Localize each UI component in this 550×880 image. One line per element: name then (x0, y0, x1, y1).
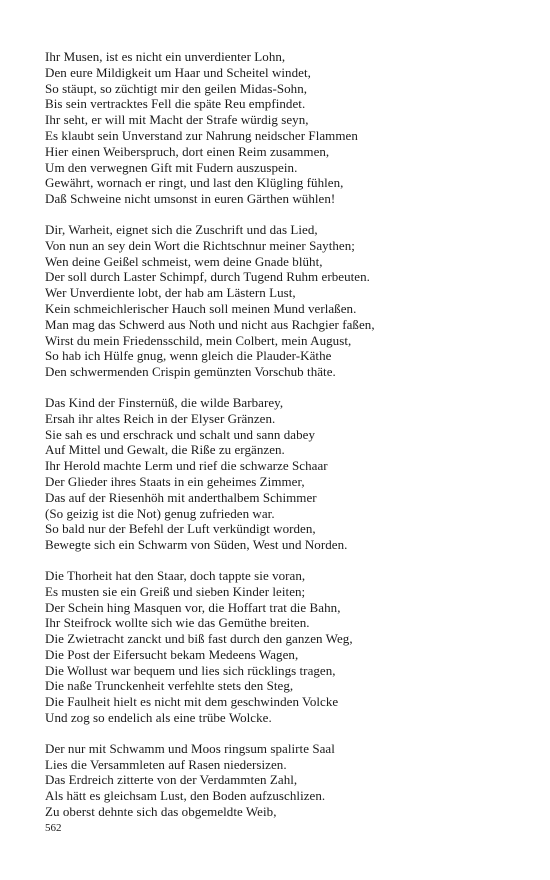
verse-line: Ihr seht, er will mit Macht der Strafe würdig seyn, (45, 112, 309, 128)
verse-line: Der soll durch Laster Schimpf, durch Tugend Ruhm erbeuten. (45, 269, 370, 285)
verse-line: Ersah ihr altes Reich in der Elyser Gränzen. (45, 410, 276, 426)
verse-line: So stäupt, so züchtigt mir den geilen Midas-Sohn, (45, 80, 308, 96)
verse-line: Bewegte sich ein Schwarm von Süden, West und Norden. (45, 537, 348, 553)
verse-line: Zu oberst dehnte sich das obgemeldte Weib, (45, 804, 277, 820)
verse-line: Die Thorheit hat den Staar, doch tappte sie voran, (45, 567, 306, 583)
verse-line: So hab ich Hülfe gnug, wenn gleich die Plauder-Käthe (45, 348, 332, 364)
verse-line: Das Kind der Finsternüß, die wilde Barbarey, (45, 394, 284, 410)
verse-line: Es klaubt sein Unverstand zur Nahrung neidscher Flammen (45, 127, 358, 143)
verse-line: Den schwermenden Crispin gemünzten Vorschub thäte. (45, 364, 336, 380)
stanza-2 (45, 222, 515, 380)
verse-line: Und zog so endelich als eine trübe Wolcke. (45, 710, 272, 726)
verse-line: Die naße Trunckenheit verfehlte stets den Steg, (45, 678, 294, 694)
verse-line: Hier einen Weiberspruch, dort einen Reim zusammen, (45, 143, 330, 159)
verse-line: Als hätt es gleichsam Lust, den Boden aufzuschlizen. (45, 788, 326, 804)
verse-line: Lies die Versammleten auf Rasen niedersizen. (45, 756, 287, 772)
verse-line: Das auf der Riesenhöh mit anderthalbem Schimmer (45, 489, 317, 505)
page-number: 562 (45, 822, 62, 834)
verse-line: Bis sein vertracktes Fell die späte Reu empfindet. (45, 96, 306, 112)
verse-line: Wen deine Geißel schmeist, wem deine Gnade blüht, (45, 253, 323, 269)
verse-line: Ihr Musen, ist es nicht ein unverdienter Lohn, (45, 49, 286, 64)
verse-line: Von nun an sey dein Wort die Richtschnur meiner Saythen; (45, 237, 355, 253)
verse-line: Wer Unverdiente lobt, der hab am Lästern Lust, (45, 285, 296, 301)
verse-line: Es musten sie ein Greiß und sieben Kinder leiten; (45, 583, 306, 599)
verse-line: Man mag das Schwerd aus Noth und nicht aus Rachgier faßen, (45, 316, 375, 332)
verse-line: Ihr Herold machte Lerm und rief die schwarze Schaar (45, 458, 328, 474)
verse-line: Die Wollust war bequem und lies sich rücklings tragen, (45, 662, 336, 678)
verse-line: Gewährt, wornach er ringt, und last den Klügling fühlen, (45, 175, 344, 191)
verse-line: Der nur mit Schwamm und Moos ringsum spalirte Saal (45, 740, 335, 756)
verse-line: Das Erdreich zitterte von der Verdammten Zahl, (45, 772, 298, 788)
poem-text (45, 49, 515, 835)
verse-line: So bald nur der Befehl der Luft verkündigt worden, (45, 521, 316, 537)
verse-line: Ihr Steifrock wollte sich wie das Gemüthe breiten. (45, 615, 310, 631)
stanza-4 (45, 568, 515, 726)
verse-line: Die Zwietracht zanckt und biß fast durch den ganzen Weg, (45, 631, 353, 647)
verse-line: Kein schmeichlerischer Hauch soll meinen Mund verlaßen. (45, 300, 357, 316)
verse-line: (So geizig ist die Not) genug zufrieden war. (45, 505, 275, 521)
verse-line: Auf Mittel und Gewalt, die Riße zu ergänzen. (45, 442, 285, 458)
verse-line: Der Schein hing Masquen vor, die Hoffart trat die Bahn, (45, 599, 341, 615)
stanza-5 (45, 741, 515, 820)
verse-line: Um den verwegnen Gift mit Fudern auszuspein. (45, 159, 298, 175)
verse-line: Den eure Mildigkeit um Haar und Scheitel windet, (45, 64, 311, 80)
verse-line: Der Glieder ihres Staats in ein geheimes Zimmer, (45, 473, 305, 489)
verse-line: Dir, Warheit, eignet sich die Zuschrift und das Lied, (45, 221, 318, 237)
verse-line: Daß Schweine nicht umsonst in euren Gärthen wühlen! (45, 191, 336, 207)
verse-line: Wirst du mein Friedensschild, mein Colbert, mein August, (45, 332, 352, 348)
stanza-3 (45, 395, 515, 553)
verse-line: Die Post der Eifersucht bekam Medeens Wagen, (45, 646, 299, 662)
stanza-1 (45, 49, 515, 207)
verse-line: Die Faulheit hielt es nicht mit dem geschwinden Volcke (45, 694, 339, 710)
verse-line: Sie sah es und erschrack und schalt und sann dabey (45, 426, 316, 442)
